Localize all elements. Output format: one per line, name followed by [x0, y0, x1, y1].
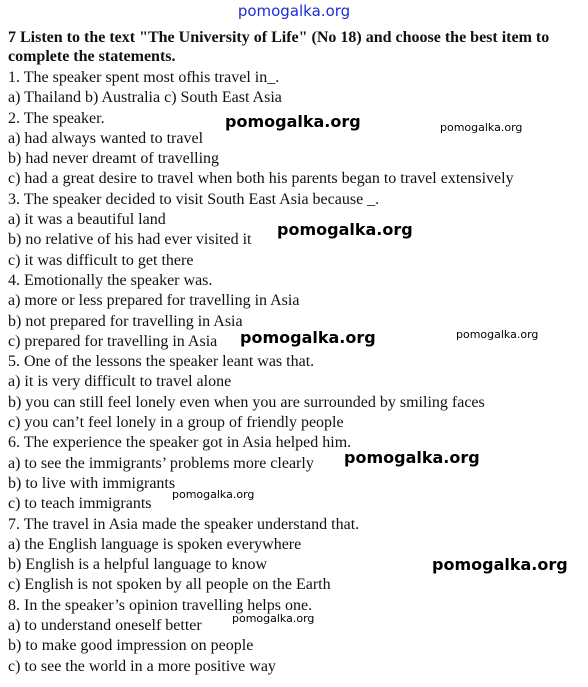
option-5a: a) it is very difficult to travel alone	[8, 373, 232, 391]
option-3c: c) it was difficult to get there	[8, 251, 194, 269]
question-1: 1. The speaker spent most ofhis travel in_.	[8, 69, 280, 86]
option-2a: a) had always wanted to travel	[8, 129, 204, 147]
option-3a: a) it was a beautiful land	[8, 211, 166, 229]
option-8c: c) to see the world in a more positive way	[8, 657, 276, 675]
question-7: 7. The travel in Asia made the speaker understand that.	[8, 515, 360, 533]
option-6b: b) to live with immigrants	[8, 474, 176, 492]
question-8: 8. In the speaker’s opinion travelling helps one.	[8, 596, 313, 614]
option-8a: a) to understand oneself better	[8, 617, 202, 635]
question-5: 5. One of the lessons the speaker leant was that.	[8, 353, 315, 371]
option-7b: b) English is a helpful language to know	[8, 556, 268, 574]
option-5b: b) you can still feel lonely even when you are surrounded by smiling faces	[8, 393, 485, 411]
option-8b: b) to make good impression on people	[8, 637, 254, 655]
options-1: a) Thailand b) Australia c) South East Asia	[8, 89, 282, 107]
watermark: pomogalka.org	[172, 488, 255, 501]
watermark: pomogalka.org	[240, 328, 376, 347]
option-2c: c) had a great desire to travel when both his parents began to travel extensively	[8, 170, 514, 188]
option-4c: c) prepared for travelling in Asia	[8, 332, 218, 350]
watermark: pomogalka.org	[344, 448, 480, 467]
watermark: pomogalka.org	[440, 121, 523, 134]
watermark: pomogalka.org	[232, 612, 315, 625]
option-7c: c) English is not spoken by all people on the Earth	[8, 576, 331, 594]
question-3: 3. The speaker decided to visit South East Asia because _.	[8, 190, 380, 208]
option-4b: b) not prepared for travelling in Asia	[8, 312, 243, 330]
option-6c: c) to teach immigrants	[8, 495, 152, 513]
top-watermark: pomogalka.org	[237, 2, 351, 20]
question-2: 2. The speaker.	[8, 109, 105, 127]
option-6a: a) to see the immigrants’ problems more clearly	[8, 454, 314, 472]
option-4a: a) more or less prepared for travelling in Asia	[8, 292, 300, 310]
exercise-heading: 7 Listen to the text "The University of Life" (No 18) and choose the best item to complete the statements.	[8, 29, 550, 65]
question-6: 6. The experience the speaker got in Asia helped him.	[8, 434, 352, 452]
question-4: 4. Emotionally the speaker was.	[8, 271, 213, 289]
watermark: pomogalka.org	[225, 112, 361, 131]
watermark: pomogalka.org	[277, 220, 413, 239]
option-5c: c) you can’t feel lonely in a group of friendly people	[8, 414, 344, 432]
option-3b: b) no relative of his had ever visited it	[8, 231, 252, 249]
option-2b: b) had never dreamt of travelling	[8, 150, 220, 168]
watermark: pomogalka.org	[456, 328, 539, 341]
option-7a: a) the English language is spoken everywhere	[8, 535, 302, 553]
watermark: pomogalka.org	[432, 555, 568, 574]
